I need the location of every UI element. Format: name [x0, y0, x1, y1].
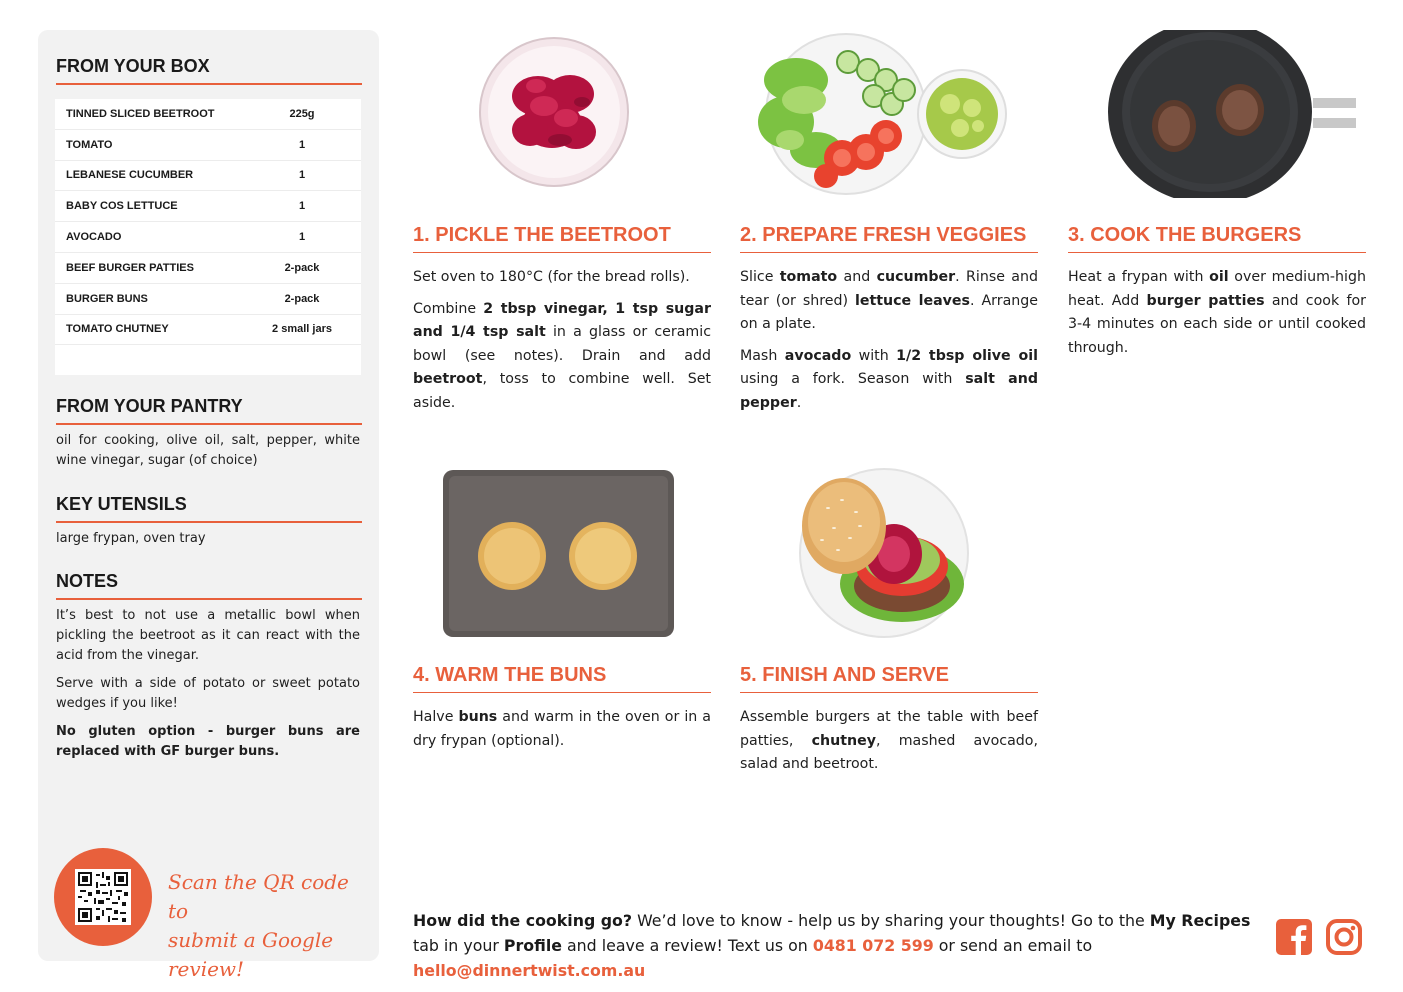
step-3-para-1: [1068, 266, 1366, 360]
ingredient-name: TOMATO: [66, 138, 113, 151]
bold-span: lettuce leaves: [855, 292, 970, 309]
from-your-pantry-heading: FROM YOUR PANTRY: [56, 396, 362, 425]
step-3-title: 3. COOK THE BURGERS: [1068, 224, 1366, 253]
buns-tray-image: [443, 470, 674, 637]
notes-heading: NOTES: [56, 571, 362, 600]
ingredient-name: TOMATO CHUTNEY: [66, 323, 169, 336]
text-span: . Arrange on a plate.: [740, 292, 1039, 332]
bold-span: avocado: [784, 347, 852, 364]
step-5-body: [740, 706, 1038, 785]
qr-caption-line1: Scan the QR code to: [168, 870, 349, 923]
step-1-title: 1. PICKLE THE BEETROOT: [413, 224, 711, 253]
text-span: and: [837, 269, 877, 285]
step-4-title: 4. WARM THE BUNS: [413, 664, 711, 693]
text-span: and leave a review! Text us on: [561, 936, 813, 955]
step-1-body: [413, 266, 711, 423]
step-3-body: [1068, 266, 1366, 368]
table-row: [55, 161, 361, 192]
table-row: [55, 253, 361, 284]
text-span: We’d love to know - help us by sharing your thoughts! Go to the: [632, 911, 1150, 930]
text-span: Combine: [413, 300, 484, 317]
table-row: [55, 191, 361, 222]
ingredient-qty: 1: [298, 138, 306, 151]
bold-span: oil: [1209, 269, 1229, 285]
note-side-suggestion: Serve with a side of potato or sweet potato wedges if you like!: [56, 676, 360, 711]
facebook-icon[interactable]: [1275, 918, 1313, 956]
ingredient-qty: 1: [298, 200, 306, 213]
ingredient-name: AVOCADO: [66, 231, 122, 244]
table-row: [55, 315, 361, 346]
step-5-title: 5. FINISH AND SERVE: [740, 664, 1038, 693]
bold-span: cucumber: [876, 269, 956, 285]
fresh-veggies-image: [756, 30, 1010, 196]
ingredient-qty: 2-pack: [284, 261, 320, 274]
text-span: using a fork. Season with: [740, 371, 966, 387]
text-span: tab in your: [413, 936, 504, 955]
instagram-icon[interactable]: [1325, 918, 1363, 956]
qr-caption-line2: submit a Google review!: [168, 928, 334, 981]
text-span: Slice: [740, 269, 780, 285]
text-span: or send an email to: [933, 936, 1093, 955]
ingredient-qty: 225g: [289, 107, 315, 120]
table-row: [55, 130, 361, 161]
text-span: over medium-high heat. Add: [1068, 269, 1366, 309]
review-footer: [413, 908, 1263, 983]
bold-span: beetroot: [413, 371, 483, 387]
ingredient-name: BABY COS LETTUCE: [66, 200, 178, 213]
step-4-body: [413, 706, 711, 761]
step-5-para-1: [740, 706, 1038, 777]
qr-caption: [168, 868, 368, 984]
beetroot-bowl-image: [478, 36, 630, 188]
profile-label: Profile: [503, 936, 562, 955]
utensils-text: large frypan, oven tray: [56, 531, 206, 546]
ingredient-qty: 2 small jars: [272, 323, 332, 336]
text-span: Assemble burgers at the table with beef patties,: [740, 709, 1038, 749]
qr-code-icon[interactable]: [75, 869, 131, 925]
ingredient-name: TINNED SLICED BEETROOT: [66, 107, 215, 120]
text-span: Heat a frypan with: [1068, 269, 1210, 285]
bold-span: salt and pepper: [740, 371, 1038, 411]
step-2-para-2: [740, 345, 1038, 416]
text-span: Mash: [740, 347, 785, 364]
text-span: with: [851, 347, 897, 364]
text-span: and warm in the oven or in a dry frypan (optional).: [413, 709, 711, 749]
phone-link[interactable]: 0481 072 599: [812, 936, 934, 955]
step-2-para-1: [740, 266, 1038, 337]
text-span: and cook for 3-4 minutes on each side or until cooked through.: [1068, 292, 1366, 356]
ingredient-qty: 2-pack: [284, 292, 320, 305]
footer-question: How did the cooking go?: [413, 911, 633, 930]
text-span: in a glass or ceramic bowl (see notes). Drain and add: [413, 324, 711, 364]
key-utensils-heading: KEY UTENSILS: [56, 494, 362, 523]
table-row: [55, 284, 361, 315]
email-link[interactable]: hello@dinnertwist.com.au: [413, 961, 646, 980]
qr-badge: [54, 848, 152, 946]
step-4-para-1: [413, 706, 711, 753]
ingredients-table: [55, 99, 361, 375]
text-span: Halve: [413, 709, 459, 725]
bold-span: 1/2 tbsp olive oil: [896, 347, 1038, 364]
text-span: .: [796, 394, 802, 411]
step-1-para-2: [413, 298, 711, 416]
note-gluten-free: [56, 722, 360, 762]
ingredient-qty: 1: [298, 231, 306, 244]
table-row: [55, 222, 361, 253]
ingredient-qty: 1: [298, 169, 306, 182]
pantry-text: oil for cooking, olive oil, salt, pepper, white wine vinegar, sugar (of choice): [56, 433, 360, 468]
step-2-title: 2. PREPARE FRESH VEGGIES: [740, 224, 1038, 253]
bold-span: tomato: [779, 269, 838, 285]
bold-span: 2 tbsp vinegar, 1 tsp sugar and 1/4 tsp salt: [413, 300, 711, 340]
from-your-box-heading: FROM YOUR BOX: [56, 56, 362, 85]
text-span: , toss to combine well. Set aside.: [413, 371, 711, 411]
bold-span: burger patties: [1146, 292, 1265, 309]
frypan-image: [1108, 30, 1356, 198]
bold-span: chutney: [811, 732, 876, 749]
text-span: , mashed avocado, salad and beetroot.: [740, 732, 1038, 772]
note-gluten-free-text: No gluten option - burger buns are replaced with GF burger buns.: [56, 724, 360, 759]
step-2-body: [740, 266, 1038, 423]
my-recipes-label: My Recipes: [1149, 911, 1251, 930]
ingredient-name: BEEF BURGER PATTIES: [66, 261, 194, 274]
sidebar: [38, 30, 379, 981]
step-1-para-1: Set oven to 180°C (for the bread rolls).: [413, 269, 690, 285]
table-row: [55, 99, 361, 130]
bold-span: buns: [458, 709, 498, 725]
ingredient-name: LEBANESE CUCUMBER: [66, 169, 194, 182]
text-span: . Rinse and tear (or shred): [740, 269, 1038, 309]
notes-text: [56, 606, 360, 770]
finished-burger-image: [798, 468, 970, 638]
note-metallic-bowl: It’s best to not use a metallic bowl when pickling the beetroot as it can react with the acid from the vinegar.: [56, 608, 360, 663]
ingredient-name: BURGER BUNS: [66, 292, 148, 305]
